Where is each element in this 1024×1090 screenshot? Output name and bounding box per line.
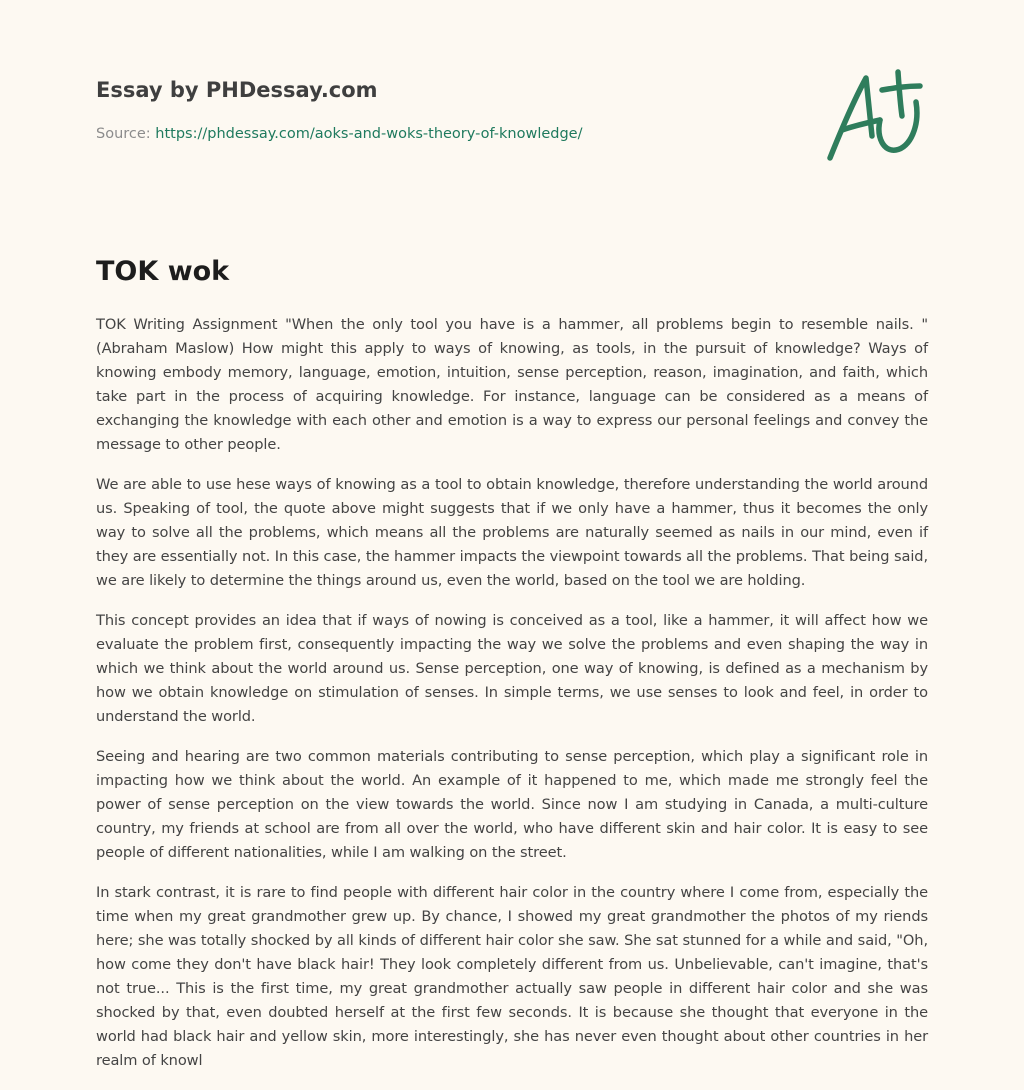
a-plus-logo-graphic: [820, 66, 930, 166]
essay-paragraph: This concept provides an idea that if ways of nowing is conceived as a tool, like a hammer, it will affect how we evaluate the problem first, consequently impacting the way we solve the problems and even shaping the way in which we think about the world around us. Sense perception, one way of knowing, is defined as a mechanism by how we obtain knowledge on stimulation of senses. In simple terms, we use senses to look and feel, in order to understand the world.: [96, 612, 928, 725]
essay-paragraph: We are able to use hese ways of knowing as a tool to obtain knowledge, therefore understanding the world around us. Speaking of tool, the quote above might suggests that if we only have a hammer, thus it becomes the only way to solve all the problems, which means all the problems are naturally seemed as nails in our mind, even if they are essentially not. In this case, the hammer impacts the viewpoint towards all the problems. That being said, we are likely to determine the things around us, even the world, based on the tool we are holding.: [96, 476, 928, 589]
site-title: Essay by PHDessay.com: [96, 78, 378, 102]
essay-title: TOK wok: [96, 256, 230, 287]
source-link[interactable]: https://phdessay.com/aoks-and-woks-theory-of-knowledge/: [155, 126, 583, 142]
essay-paragraph: In stark contrast, it is rare to find people with different hair color in the country where I come from, especially the time when my great grandmother grew up. By chance, I showed my great grandmother the photos of my riends here; she was totally shocked by all kinds of different hair color she saw. She sat stunned for a while and said, "Oh, how come they don't have black hair! They look completely different from us. Unbelievable, can't imagine, that's not true... This is the first time, my great grandmother actually saw people in different hair color and she was shocked by that, even doubted herself at the first few seconds. It is because she thought that everyone in the world had black hair and yellow skin, more interestingly, she has never even thought about other countries in her realm of knowl: [96, 884, 928, 1069]
essay-body: [96, 313, 928, 1089]
source-label: Source:: [96, 126, 156, 142]
a-plus-logo-icon: [820, 66, 930, 166]
page-header: [96, 76, 796, 144]
essay-paragraph: Seeing and hearing are two common materials contributing to sense perception, which play a significant role in impacting how we think about the world. An example of it happened to me, which made me strongly feel the power of sense perception on the view towards the world. Since now I am studying in Canada, a multi-culture country, my friends at school are from all over the world, who have different skin and hair color. It is easy to see people of different nationalities, while I am walking on the street.: [96, 748, 928, 861]
source-line: [96, 124, 796, 144]
essay-paragraph: TOK Writing Assignment "When the only tool you have is a hammer, all problems begin to resemble nails. " (Abraham Maslow) How might this apply to ways of knowing, as tools, in the pursuit of knowledge? Ways of knowing embody memory, language, emotion, intuition, sense perception, reason, imagination, and faith, which take part in the process of acquiring knowledge. For instance, language can be considered as a means of exchanging the knowledge with each other and emotion is a way to express our personal feelings and convey the message to other people.: [96, 316, 928, 453]
